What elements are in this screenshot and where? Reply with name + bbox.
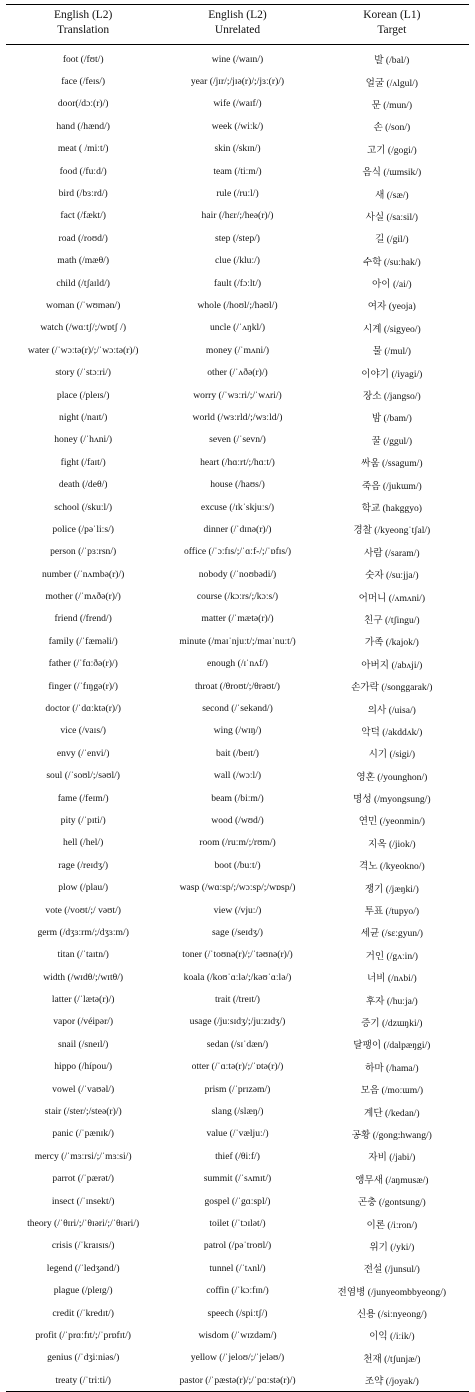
table-row (6, 317, 469, 339)
translation-cell: child (/tʃaɪld/) (56, 277, 110, 289)
header-target-lang: Korean (L1) (315, 5, 469, 24)
target-cell: 지옥 (/jiok/) (368, 838, 416, 850)
target-cell: 어머니 (/ʌmʌni/) (358, 592, 426, 604)
translation-cell: family (/ˈfæməli/) (48, 635, 118, 647)
translation-cell: vowel (/ˈvaʊəl/) (52, 1083, 115, 1095)
unrelated-cell: whole (/hoʊl/;/həʊl/) (197, 299, 278, 311)
target-cell: 시계 (/sigyeo/) (362, 323, 421, 335)
unrelated-cell: heart (/hɑːrt/;/hɑːt/) (200, 456, 275, 468)
translation-cell: snail (/sneɪl/) (57, 1038, 109, 1050)
translation-cell: door(/dɔː(r)/) (57, 98, 109, 110)
table-row (6, 1078, 469, 1100)
table-row (6, 1347, 469, 1369)
word-list-table (6, 4, 469, 1392)
table-row (6, 563, 469, 585)
translation-cell: pity (/ˈpɪti/) (60, 814, 106, 826)
target-cell: 음식 (/ɯmsik/) (362, 167, 422, 179)
target-cell: 발 (/bal/) (374, 55, 410, 67)
translation-cell: water (/ˈwɔːtə(r)/;/ˈwɔːtə(r)/) (27, 344, 139, 356)
target-cell: 물 (/mul/) (372, 346, 411, 358)
table-row (6, 70, 469, 92)
target-cell: 투표 (/tupyo/) (364, 906, 420, 918)
target-cell: 의사 (/uisa/) (367, 704, 416, 716)
target-cell: 모음 (/moːɯm/) (360, 1085, 424, 1097)
target-cell: 자비 (/jabi/) (368, 1152, 416, 1164)
unrelated-cell: hair (/hɛr/;/heə(r)/) (201, 210, 274, 222)
translation-cell: germ (/dʒɜːrm/;/dʒɜːm/) (37, 926, 129, 938)
target-cell: 영혼 (/younghon/) (356, 771, 428, 783)
table-row (6, 765, 469, 787)
target-cell: 전설 (/junsul/) (363, 1264, 420, 1276)
translation-cell: place (/pleɪs/) (56, 389, 110, 401)
unrelated-cell: view (/vjuː/) (213, 904, 262, 916)
target-cell: 전염병 (/junyeombbyeong/) (337, 1286, 447, 1298)
header-unrelated-lang: English (L2) (160, 5, 314, 24)
table-row (6, 473, 469, 495)
target-cell: 천재 (/tʃunjæ/) (363, 1353, 421, 1365)
translation-cell: fact (/fækt/) (60, 210, 106, 222)
unrelated-cell: office (/ˈɔːfɪs/;/ˈɑːf-/;/ˈɒfɪs/) (183, 546, 292, 558)
unrelated-cell: world (/wɜːrld/;/wɜːld/) (192, 411, 283, 423)
target-cell: 수학 (/suːhak/) (362, 256, 421, 268)
unrelated-cell: fault (/fɔːlt/) (213, 277, 262, 289)
unrelated-cell: prism (/ˈprɪzəm/) (204, 1083, 271, 1095)
table-row (6, 496, 469, 518)
translation-cell: genius (/ˈdʒiːniəs/) (47, 1352, 120, 1364)
unrelated-cell: value (/ˈvæljuː/) (206, 1128, 269, 1140)
table-row (6, 1279, 469, 1301)
unrelated-cell: other (/ˈʌðə(r)/) (207, 367, 268, 379)
unrelated-cell: yellow (/ˈjeloʊ/;/ˈjeləʊ/) (190, 1352, 285, 1364)
translation-cell: soul (/ˈsoʊl/;/səʊl/) (46, 770, 120, 782)
table-row (6, 93, 469, 115)
table-row (6, 205, 469, 227)
unrelated-cell: step (/step/) (214, 232, 260, 244)
target-cell: 계단 (/kedan/) (364, 1107, 420, 1119)
table-row (6, 227, 469, 249)
target-cell: 얼굴 (/ʌlgul/) (365, 77, 419, 89)
table-row (6, 1056, 469, 1078)
translation-cell: credit (/ˈkredɪt/) (52, 1307, 114, 1319)
translation-cell: bird (/bɜːrd/) (58, 188, 108, 200)
table-row (6, 182, 469, 204)
table-row (6, 451, 469, 473)
table-row (6, 1369, 469, 1392)
unrelated-cell: wine (/waɪn/) (211, 53, 264, 65)
translation-cell: latter (/ˈlætə(r)/) (51, 994, 115, 1006)
unrelated-cell: coffin (/ˈkɔːfɪn/) (206, 1285, 269, 1297)
table-row (6, 1257, 469, 1279)
unrelated-cell: dinner (/ˈdɪnə(r)/) (203, 523, 272, 535)
unrelated-cell: slang (/slæŋ/) (211, 1106, 264, 1118)
unrelated-cell: toner (/ˈtoʊnə(r)/;/ˈtəʊnə(r)/) (182, 949, 293, 961)
unrelated-cell: thief (/θiːf/) (215, 1150, 260, 1162)
table-row (6, 742, 469, 764)
target-cell: 증기 (/dzɯŋki/) (361, 1017, 423, 1029)
target-cell: 세균 (/sɛːgyun/) (360, 928, 423, 940)
unrelated-cell: tunnel (/ˈtʌnl/) (209, 1262, 266, 1274)
table-row (6, 608, 469, 630)
unrelated-cell: rule (/ruːl/) (216, 188, 259, 200)
unrelated-cell: usage (/juːsɪdʒ/;/juːzɪdʒ/) (189, 1016, 286, 1028)
table-row (6, 1324, 469, 1346)
unrelated-cell: bait (/beɪt/) (216, 747, 259, 759)
translation-cell: treaty (/ˈtriːti/) (6, 1369, 160, 1392)
unrelated-cell: wasp (/wɑːsp/;/wɔːsp/;/wɒsp/) (179, 882, 296, 894)
unrelated-cell: otter (/ˈɑːtə(r)/;/ˈɒtə(r)/) (191, 1061, 284, 1073)
unrelated-cell: speech (/spiːtʃ/) (207, 1307, 268, 1319)
target-cell: 신용 (/siːnyeong/) (356, 1309, 427, 1321)
unrelated-cell: team (/tiːm/) (213, 165, 262, 177)
unrelated-cell: clue (/kluː/) (214, 255, 260, 267)
target-cell: 이익 (/iːik/) (369, 1331, 415, 1343)
translation-cell: fame (/feɪm/) (57, 792, 109, 804)
table-row (6, 944, 469, 966)
translation-cell: vote (/voʊt/;/ vəʊt/) (45, 904, 121, 916)
target-cell: 이야기 (/iyagi/) (361, 368, 423, 380)
table-row (6, 361, 469, 383)
unrelated-cell: second (/ˈsekənd/) (202, 703, 273, 715)
unrelated-cell: throat (/θroʊt/;/θrəʊt/) (194, 680, 280, 692)
translation-cell: panic (/ˈpænɪk/) (52, 1128, 114, 1140)
target-cell: 사실 (/saːsil/) (365, 211, 419, 223)
translation-cell: mercy (/ˈmɜːrsi/;/ˈmɜːsi/) (34, 1150, 132, 1162)
unrelated-cell: worry (/ˈwɜːri/;/ˈwʌri/) (193, 389, 282, 401)
unrelated-cell: pastor (/ˈpæstə(r)/;/ˈpɑːstə(r)/) (160, 1369, 314, 1392)
target-cell: 친구 (/tʃingu/) (364, 614, 420, 626)
target-cell: 곤충 (/gontsung/) (357, 1197, 426, 1209)
table-header (6, 5, 469, 45)
table-row (6, 160, 469, 182)
target-cell: 너비 (/nʌbi/) (366, 973, 417, 985)
target-cell: 위기 (/yki/) (369, 1241, 415, 1253)
translation-cell: hippo (/hípou/) (54, 1061, 113, 1073)
unrelated-cell: nobody (/ˈnoʊbədi/) (198, 568, 277, 580)
target-cell: 쟁기 (/jæŋki/) (364, 883, 419, 895)
unrelated-cell: seven (/ˈsevn/) (209, 434, 266, 446)
table-row (6, 406, 469, 428)
target-cell: 손 (/son/) (373, 122, 411, 134)
translation-cell: plague (/pleɪg/) (53, 1285, 113, 1297)
table-row (6, 1190, 469, 1212)
table-row (6, 585, 469, 607)
table-row (6, 988, 469, 1010)
target-cell: 후자 (/huːja/) (365, 995, 418, 1007)
translation-cell: envy (/ˈenvi/) (56, 747, 110, 759)
target-cell: 새 (/sæ/) (375, 189, 409, 201)
translation-cell: mother (/ˈmʌðə(r)/) (45, 591, 121, 603)
table-row (6, 1123, 469, 1145)
table-row (6, 384, 469, 406)
table-row (6, 697, 469, 719)
translation-cell: honey (/ˈhʌni/) (54, 434, 113, 446)
target-cell: 사람 (/saram/) (364, 547, 420, 559)
table-row (6, 272, 469, 294)
target-cell: 장소 (/jangso/) (362, 391, 421, 403)
target-cell: 격노 (/kyeokno/) (358, 861, 425, 873)
target-cell: 조약 (/joyak/) (315, 1369, 469, 1392)
unrelated-cell: skin (/skɪn/) (214, 143, 261, 155)
target-cell: 밤 (/bam/) (371, 413, 412, 425)
target-cell: 문 (/mun/) (371, 99, 413, 111)
table-row (6, 294, 469, 316)
translation-cell: vice (/vaɪs/) (60, 725, 106, 737)
target-cell: 손가락 (/songgarak/) (351, 682, 433, 694)
target-cell: 학교 (hakggyo) (361, 503, 423, 514)
translation-cell: stair (/ster/;/steə(r)/) (44, 1106, 122, 1118)
target-cell: 앵무새 (/aŋmusæ/) (355, 1174, 429, 1186)
target-cell: 꿀 (/ggul/) (371, 435, 413, 447)
translation-cell: story (/ˈstɔːri/) (55, 367, 111, 379)
translation-cell: police (/pəˈliːs/) (52, 523, 114, 535)
target-cell: 가족 (/kajok/) (364, 637, 419, 649)
target-cell: 악덕 (/akddʌk/) (361, 726, 423, 738)
table-body (6, 45, 469, 1392)
table-row (6, 250, 469, 272)
translation-cell: theory (/ˈθɪri/;/ˈθɪəri/;/ˈθɪəri/) (27, 1218, 140, 1229)
translation-cell: crisis (/ˈkraɪsɪs/) (51, 1240, 115, 1252)
table-row (6, 138, 469, 160)
unrelated-cell: wing (/wɪŋ/) (213, 725, 262, 737)
target-cell: 죽음 (/jukɯm/) (361, 480, 422, 492)
target-cell: 연민 (/yeonmin/) (358, 816, 425, 828)
unrelated-cell: week (/wiːk/) (211, 120, 264, 132)
unrelated-cell: beam (/biːm/) (211, 792, 264, 804)
table-row (6, 1302, 469, 1324)
target-cell: 이론 (/iːron/) (366, 1219, 418, 1231)
translation-cell: profit (/ˈprɑːfɪt/;/ˈprɒfɪt/) (35, 1329, 131, 1341)
table-row (6, 832, 469, 854)
translation-cell: father (/ˈfɑːðə(r)/) (48, 658, 118, 670)
table-row (6, 720, 469, 742)
header-unrelated: Unrelated (160, 23, 314, 45)
table-row (6, 1145, 469, 1167)
target-cell: 거인 (/gʌːin/) (365, 950, 419, 962)
table-row (6, 675, 469, 697)
translation-cell: watch (/wɑːtʃ/;/wɒtʃ /) (40, 322, 127, 334)
target-cell: 아이 (/ai/) (372, 279, 412, 291)
unrelated-cell: boot (/buːt/) (214, 859, 261, 871)
table-row (6, 876, 469, 898)
unrelated-cell: wood (/wʊd/) (211, 814, 264, 826)
target-cell: 길 (/gil/) (375, 234, 409, 246)
target-cell: 여자 (yeoja) (367, 301, 416, 313)
header-target: Target (315, 23, 469, 45)
translation-cell: hell (/hel/) (63, 837, 104, 849)
translation-cell: rage (/reɪdʒ/) (58, 859, 109, 871)
unrelated-cell: course (/kɔːrs/;/kɔːs/) (196, 591, 279, 603)
table-row (6, 429, 469, 451)
table-row (6, 1033, 469, 1055)
translation-cell: number (/ˈnʌmbə(r)/) (42, 568, 125, 580)
target-cell: 하마 (/hama/) (365, 1062, 419, 1074)
table-row (6, 45, 469, 71)
target-cell: 달팽이 (/dalpæŋgi/) (353, 1040, 431, 1052)
translation-cell: insect (/ˈɪnsekt/) (51, 1195, 115, 1207)
table-row (6, 966, 469, 988)
unrelated-cell: wisdom (/ˈwɪzdəm/) (198, 1329, 277, 1341)
translation-cell: foot (/fʊt/) (62, 53, 104, 65)
table-row (6, 1235, 469, 1257)
table-row (6, 854, 469, 876)
translation-cell: doctor (/ˈdɑːktə(r)/) (45, 703, 121, 715)
table-row (6, 1011, 469, 1033)
table-row (6, 1100, 469, 1122)
translation-cell: road (/roʊd/) (58, 232, 108, 244)
translation-cell: plow (/plau/) (58, 882, 109, 894)
target-cell: 경찰 (/kyeongˈtʃal/) (353, 525, 431, 537)
translation-cell: face (/feɪs/) (61, 76, 106, 88)
table-row (6, 653, 469, 675)
translation-cell: vapor (/véipər/) (53, 1016, 114, 1028)
target-cell: 숫자 (/suːjja/) (365, 570, 419, 582)
target-cell: 고기 (/gogi/) (366, 144, 417, 156)
translation-cell: fight (/faɪt/) (60, 456, 106, 468)
unrelated-cell: koala (/koʊˈɑːlə/;/kəʊˈɑːlə/) (183, 971, 292, 983)
target-cell: 시기 (/sigi/) (368, 749, 416, 761)
unrelated-cell: enough (/ɪˈnʌf/) (206, 658, 268, 670)
translation-cell: school (/skuːl/) (54, 501, 113, 513)
unrelated-cell: minute (/maɪˈnjuːt/;/maɪˈnuːt/) (179, 635, 296, 647)
unrelated-cell: gospel (/ˈgɑːspl/) (204, 1195, 271, 1207)
unrelated-cell: house (/haʊs/) (210, 479, 265, 491)
translation-cell: titan (/ˈtaɪtn/) (57, 949, 109, 961)
unrelated-cell: uncle (/ˈʌŋkl/) (209, 322, 266, 334)
header-translation-lang: English (L2) (6, 5, 160, 24)
target-cell: 공황 (/gong:hwang/) (351, 1129, 432, 1141)
unrelated-cell: wall (/wɔːl/) (213, 770, 262, 782)
unrelated-cell: toilet (/ˈtɔɪlət/) (209, 1218, 266, 1229)
translation-cell: person (/ˈpɜːrsn/) (50, 546, 117, 558)
table-row (6, 630, 469, 652)
translation-cell: death (/deθ/) (58, 479, 108, 491)
translation-cell: woman (/ˈwʊmən/) (46, 299, 121, 311)
table-row (6, 541, 469, 563)
table-row (6, 1212, 469, 1234)
translation-cell: hand (/hænd/) (56, 120, 110, 132)
unrelated-cell: patrol (/pəˈtroʊl/) (203, 1240, 272, 1252)
unrelated-cell: wife (/waɪf/) (213, 98, 262, 110)
translation-cell: night (/naɪt/) (59, 411, 108, 423)
table-row (6, 899, 469, 921)
table-row (6, 921, 469, 943)
translation-cell: legend (/ˈledʒənd/) (46, 1262, 120, 1274)
unrelated-cell: excuse (/ɪkˈskjuːs/) (200, 501, 275, 513)
table-row (6, 787, 469, 809)
translation-cell: meat ( /miːt/) (57, 143, 109, 155)
translation-cell: food (/fuːd/) (59, 165, 107, 177)
unrelated-cell: money (/ˈmʌni/) (205, 344, 270, 356)
table-row (6, 809, 469, 831)
target-cell: 아버지 (/abʌji/) (361, 659, 423, 671)
unrelated-cell: year (/jɪr/;/jɪə(r)/;/jɜː(r)/) (190, 76, 285, 88)
translation-cell: friend (/frend/) (54, 613, 112, 625)
target-cell: 명성 (/myongsung/) (353, 794, 431, 806)
translation-cell: math (/mæθ/) (57, 255, 110, 267)
unrelated-cell: matter (/ˈmætə(r)/) (201, 613, 274, 625)
header-translation: Translation (6, 23, 160, 45)
target-cell: 싸움 (/ssagum/) (361, 458, 423, 470)
table-row (6, 339, 469, 361)
unrelated-cell: room (/ruːm/;/rʊm/) (199, 837, 276, 849)
unrelated-cell: sage (/seɪdʒ/) (212, 926, 263, 938)
translation-cell: width (/wɪdθ/;/wɪtθ/) (43, 971, 124, 983)
unrelated-cell: trait (/treɪt/) (214, 994, 260, 1006)
table-row (6, 115, 469, 137)
table-row (6, 518, 469, 540)
table-row (6, 1168, 469, 1190)
unrelated-cell: sedan (/sɪˈdæn/) (206, 1038, 269, 1050)
unrelated-cell: summit (/ˈsʌmɪt/) (203, 1173, 272, 1185)
translation-cell: parrot (/ˈpærət/) (52, 1173, 114, 1185)
translation-cell: finger (/ˈfɪŋgə(r)/) (48, 680, 118, 692)
